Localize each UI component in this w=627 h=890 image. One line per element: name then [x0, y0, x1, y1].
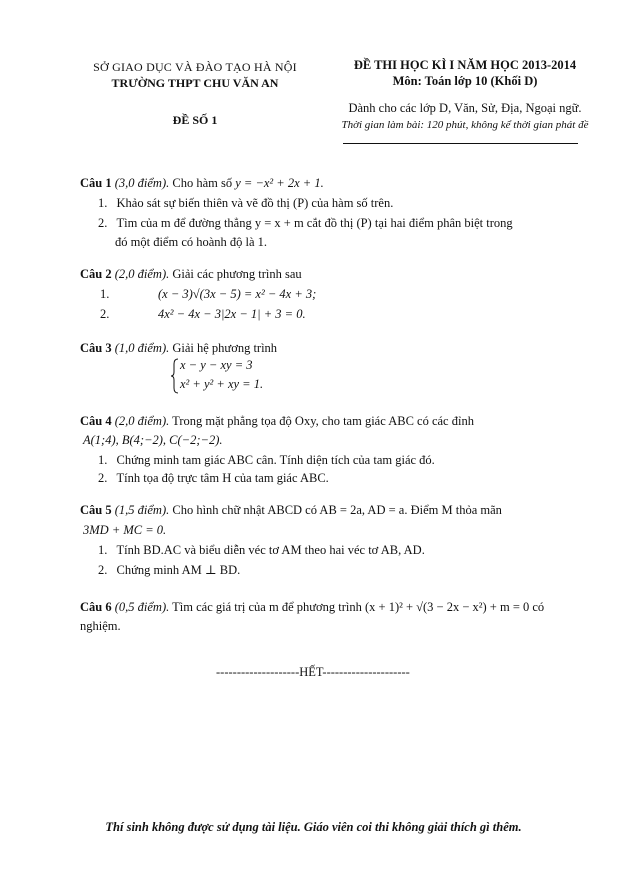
question-4	[80, 414, 474, 429]
header-left	[70, 60, 320, 128]
item-text: Chứng minh AM ⊥ BD.	[116, 563, 241, 577]
item-text: Tìm của m để đường thẳng y = x + m cắt đồ thị (P) tại hai điểm phân biệt trong	[116, 216, 513, 230]
question-3-label: Câu 3	[80, 341, 112, 355]
system-brace	[170, 358, 180, 394]
question-6-label: Câu 6	[80, 600, 112, 614]
question-6-text: Tìm các giá trị của m để phương trình (x + 1)² + √(3 − 2x − x²) + m = 0 có	[172, 600, 545, 614]
question-2-label: Câu 2	[80, 267, 112, 281]
question-3-points: (1,0 điểm).	[114, 341, 170, 355]
question-6-text-cont: nghiệm.	[80, 619, 121, 633]
system-equation-2: x² + y² + xy = 1.	[180, 377, 264, 391]
question-2	[80, 267, 302, 282]
question-5	[80, 503, 502, 518]
question-4-item-2	[98, 471, 329, 486]
question-4-points: (2,0 điểm).	[114, 414, 170, 428]
question-6-points: (0,5 điểm).	[114, 600, 170, 614]
question-4-label: Câu 4	[80, 414, 112, 428]
item-number: 2.	[98, 563, 108, 577]
header-rule	[343, 143, 578, 144]
system-equation-1: x − y − xy = 3	[180, 358, 253, 372]
item-number: 1.	[98, 543, 108, 557]
question-3	[80, 341, 277, 356]
question-2-eq-1-number: 1.	[100, 287, 110, 301]
item-text: Chứng minh tam giác ABC cân. Tính diện tích của tam giác đó.	[116, 453, 435, 467]
question-1-label: Câu 1	[80, 176, 112, 190]
question-5-label: Câu 5	[80, 503, 112, 517]
exam-title: ĐỀ THI HỌC KÌ I NĂM HỌC 2013-2014	[353, 58, 577, 72]
question-5-condition: 3MD + MC = 0.	[83, 523, 167, 537]
footer-note: Thí sinh không được sử dụng tài liệu. Giáo viên coi thi không giải thích gì thêm.	[105, 820, 522, 834]
end-mark: --------------------HẾT---------------------	[216, 665, 410, 679]
item-text: Khảo sát sự biến thiên và vẽ đồ thị (P) của hàm số trên.	[116, 196, 394, 210]
question-2-eq-1: (x − 3)√(3x − 5) = x² − 4x + 3;	[158, 287, 317, 301]
time-line: Thời gian làm bài: 120 phút, không kể thời gian phát đề	[341, 119, 589, 131]
question-4-vertices: A(1;4), B(4;−2), C(−2;−2).	[83, 433, 223, 447]
question-5-item-2	[98, 562, 240, 578]
question-2-eq-2-number: 2.	[100, 307, 110, 321]
department-name: SỞ GIAO DỤC VÀ ĐÀO TẠO HÀ NỘI	[93, 60, 297, 74]
question-3-intro: Giải hệ phương trình	[172, 341, 278, 355]
question-1-points: (3,0 điểm).	[114, 176, 170, 190]
item-text: Tính BD.AC và biểu diễn véc tơ AM theo hai véc tơ AB, AD.	[116, 543, 425, 557]
question-5-intro: Cho hình chữ nhật ABCD có AB = 2a, AD = a. Điểm M thỏa mãn	[172, 503, 502, 517]
item-number: 2.	[98, 216, 108, 230]
question-1-intro: Cho hàm số	[172, 176, 233, 190]
subject-line: Môn: Toán lớp 10 (Khối D)	[392, 74, 538, 88]
header-right	[300, 58, 627, 131]
item-number: 1.	[98, 453, 108, 467]
question-2-eq-2: 4x² − 4x − 3|2x − 1| + 3 = 0.	[158, 307, 306, 321]
question-5-item-1	[98, 543, 425, 558]
question-2-points: (2,0 điểm).	[114, 267, 170, 281]
exam-code: ĐỀ SỐ 1	[172, 113, 218, 127]
question-1-function: y = −x² + 2x + 1.	[235, 176, 324, 190]
item-number: 1.	[98, 196, 108, 210]
school-name: TRƯỜNG THPT CHU VĂN AN	[111, 76, 279, 90]
question-1-item-1	[98, 196, 393, 211]
question-4-item-1	[98, 453, 435, 468]
item-text: Tính tọa độ trực tâm H của tam giác ABC.	[116, 471, 329, 485]
audience-line: Dành cho các lớp D, Văn, Sử, Địa, Ngoại ngữ.	[348, 101, 582, 115]
question-1-item-2-cont: đó một điểm có hoành độ là 1.	[115, 235, 268, 249]
question-6	[80, 600, 544, 615]
question-1-item-2	[98, 216, 513, 231]
question-5-points: (1,5 điểm).	[114, 503, 170, 517]
item-number: 2.	[98, 471, 108, 485]
question-2-intro: Giải các phương trình sau	[172, 267, 302, 281]
question-1	[80, 176, 324, 191]
question-4-intro: Trong mặt phẳng tọa độ Oxy, cho tam giác ABC có các đỉnh	[172, 414, 474, 428]
